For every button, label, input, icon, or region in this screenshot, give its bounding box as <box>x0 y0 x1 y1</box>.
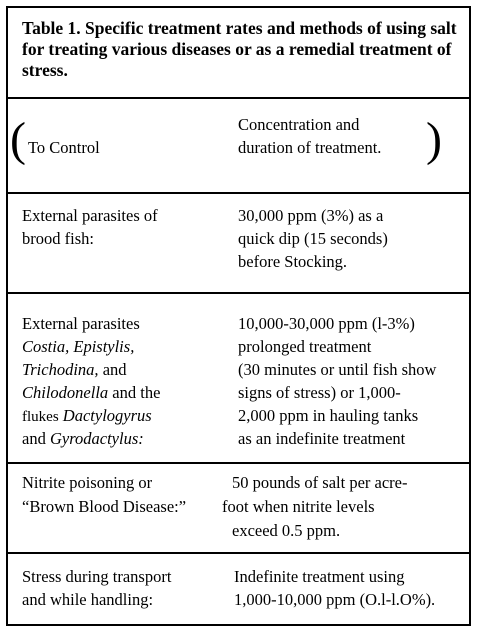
row1-divider <box>8 292 469 294</box>
row4-treatment-line2: 1,000-10,000 ppm (O.l-l.O%). <box>234 590 436 609</box>
row2-and-2: and <box>22 429 46 448</box>
row3-treatment-line3: exceed 0.5 ppm. <box>232 521 341 540</box>
row2-control-line1: External parasites <box>22 314 140 333</box>
row2-costia: Costia, <box>22 337 70 356</box>
close-parenthesis: ) <box>426 113 442 166</box>
title-divider <box>8 97 469 99</box>
row2-divider <box>8 462 469 464</box>
header-concentration-line2: duration of treatment. <box>238 138 382 157</box>
row2-dactylogyrus: Dactylogyrus <box>62 406 152 425</box>
row2-trichodina: Trichodina, <box>22 360 99 379</box>
header-concentration-line1: Concentration and <box>238 115 360 134</box>
row1-control-line2: brood fish: <box>22 229 94 248</box>
row2-and-the: and the <box>112 383 161 402</box>
row4-control-line2: and while handling: <box>22 590 154 609</box>
row1-control-line1: External parasites of <box>22 206 158 225</box>
row2-control-line5 <box>22 406 152 427</box>
row4-treatment-line1: Indefinite treatment using <box>234 567 405 586</box>
header-to-control: To Control <box>28 138 100 157</box>
table-title: Table 1. Specific treatment rates and methods of using salt for treating various diseases or as a remedial treatment of stress. <box>22 18 457 80</box>
table-frame <box>6 6 471 626</box>
header-divider <box>8 192 469 194</box>
row2-treatment-line4: signs of stress) or 1,000- <box>238 383 401 402</box>
row3-control-line2: “Brown Blood Disease:” <box>22 497 187 516</box>
row2-flukes: flukes <box>22 409 59 425</box>
row3-divider <box>8 552 469 554</box>
row3-treatment-line1: 50 pounds of salt per acre- <box>232 473 408 492</box>
row1-treatment-line3: before Stocking. <box>238 252 348 271</box>
row1-treatment-line2: quick dip (15 seconds) <box>238 229 388 248</box>
row2-and: and <box>102 360 127 379</box>
row3-treatment-line2: foot when nitrite levels <box>222 497 375 516</box>
row2-treatment-line3: (30 minutes or until fish show <box>238 360 437 379</box>
row2-treatment-line6: as an indefinite treatment <box>238 429 406 448</box>
row2-control-line3 <box>22 360 127 379</box>
row2-treatment-line1: 10,000-30,000 ppm (l-3%) <box>238 314 415 333</box>
row2-control-line4 <box>22 383 160 402</box>
row2-control-line6 <box>22 429 144 448</box>
row2-chilodonella: Chilodonella <box>22 383 109 402</box>
row2-epistylis: Epistylis, <box>73 337 135 356</box>
row4-control-line1: Stress during transport <box>22 567 172 586</box>
row3-control-line1: Nitrite poisoning or <box>22 473 153 492</box>
row2-gyrodactylus: Gyrodactylus: <box>49 429 144 448</box>
open-parenthesis: ( <box>10 113 26 166</box>
row2-treatment-line5: 2,000 ppm in hauling tanks <box>238 406 419 425</box>
row2-control-line2 <box>22 337 134 356</box>
row1-treatment-line1: 30,000 ppm (3%) as a <box>238 206 384 225</box>
row2-treatment-line2: prolonged treatment <box>238 337 372 356</box>
